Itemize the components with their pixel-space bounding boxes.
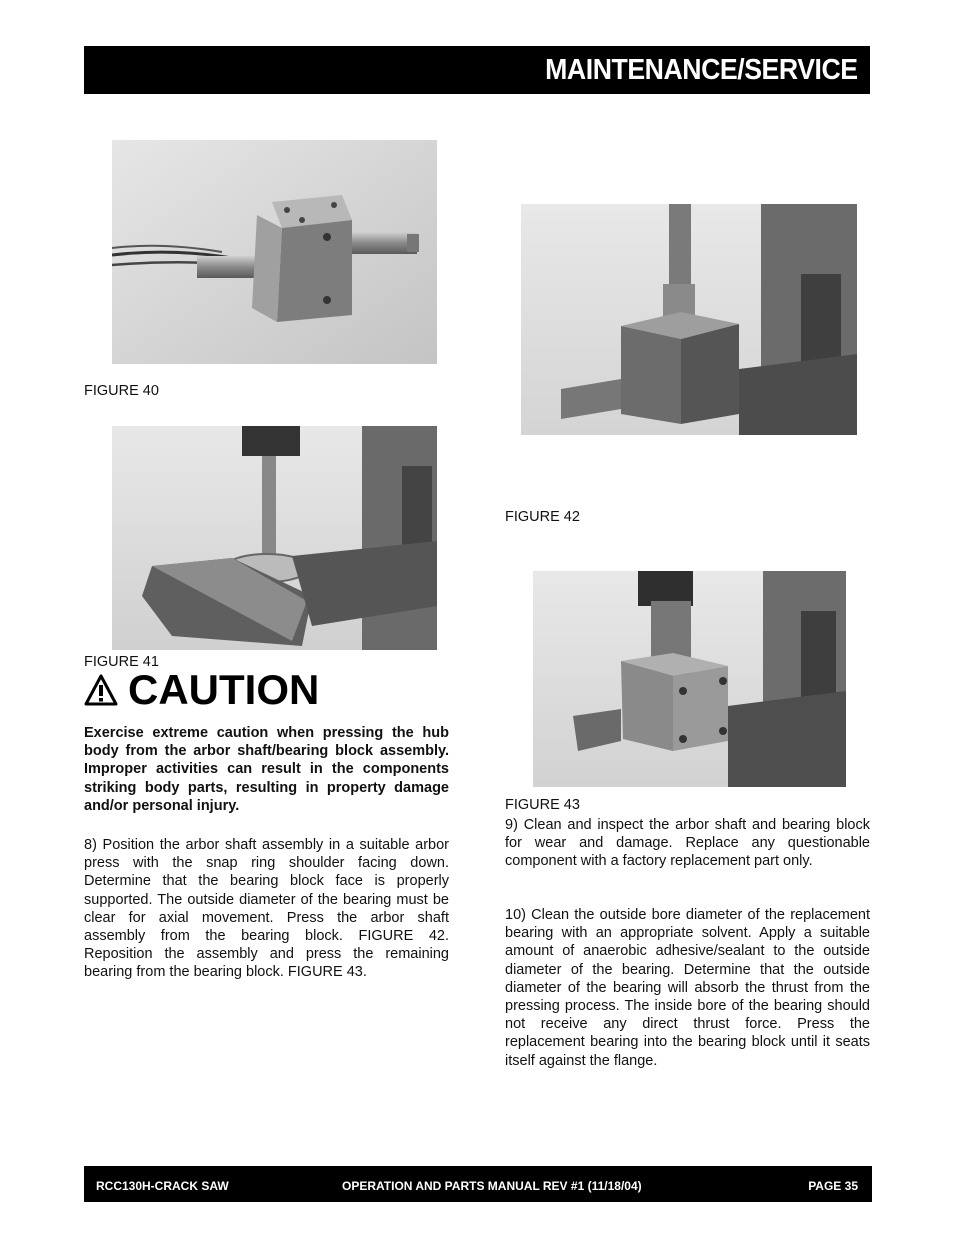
figure-41-photo [112,426,437,650]
footer-page-number: PAGE 35 [808,1179,858,1193]
warning-triangle-icon [84,674,118,706]
caution-title: CAUTION [128,666,320,713]
figure-40-caption: FIGURE 40 [84,383,159,399]
figure-42-photo [521,204,857,435]
figure-41-caption: FIGURE 41 [84,654,159,670]
figure-40-photo [112,140,437,364]
footer-bar [84,1166,872,1202]
figure-43-caption: FIGURE 43 [505,797,580,813]
footer-manual-title: OPERATION AND PARTS MANUAL REV #1 (11/18/04) [342,1179,642,1193]
figure-42-caption: FIGURE 42 [505,509,580,525]
step-9-text: 9) Clean and inspect the arbor shaft and bearing block for wear and damage. Replace any questionable component with a factory replacement part only. [505,817,870,870]
header-bar [84,46,870,94]
caution-heading [84,666,319,714]
footer-model: RCC130H-CRACK SAW [96,1179,229,1193]
step-8-text: 8) Position the arbor shaft assembly in a suitable arbor press with the snap ring shoulder facing down. Determine that the bearing block face is properly supported. The outside diameter of the bearing must be clear for axial movement. Press the arbor shaft assembly from the bearing block. FIGURE 42. Reposition the assembly and press the remaining bearing from the bearing block. FIGURE 43. [84,837,449,981]
step-10-text: 10) Clean the outside bore diameter of the replacement bearing with an appropriate solvent. Apply a suitable amount of anaerobic adhesive/sealant to the outside diameter of the bearing. Determine that the outside diameter of the bearing will absorb the thrust from the pressing process. The inside bore of the bearing should not receive any direct thrust force. Press the replacement bearing into the bearing block until it seats itself against the flange. [505,907,870,1069]
figure-43-photo [533,571,846,787]
caution-text: Exercise extreme caution when pressing the hub body from the arbor shaft/bearing block assembly. Improper activities can result in the components striking body parts, resulting in property damage and/or personal injury. [84,725,449,814]
page-title: MAINTENANCE/SERVICE [545,54,858,86]
